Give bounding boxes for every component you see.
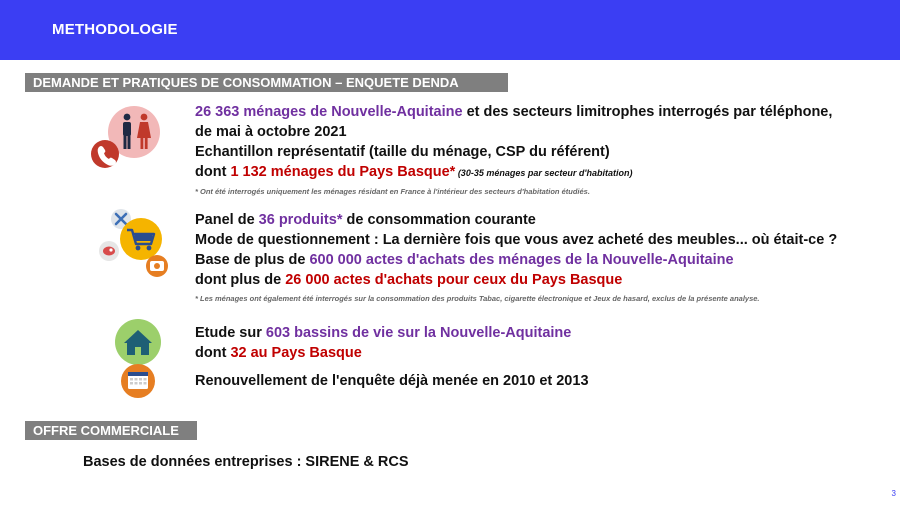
- block1-line3: Echantillon représentatif (taille du ménage, CSP du référent): [195, 144, 610, 160]
- people-phone-icon-group: [88, 105, 168, 175]
- block3-line3: Renouvellement de l'enquête déjà menée en 2010 et 2013: [195, 373, 589, 389]
- bassins-block: [195, 323, 589, 391]
- page-title: METHODOLOGIE: [52, 21, 178, 38]
- produits-count: 36 produits*: [258, 212, 343, 228]
- panel-block: [195, 210, 837, 305]
- offre-text: Bases de données entreprises : SIRENE & RCS: [83, 454, 409, 470]
- enquete-block: [195, 102, 832, 198]
- bassins-count: 603 bassins de vie sur la Nouvelle-Aquitaine: [265, 325, 572, 341]
- menages-count: 26 363 ménages de Nouvelle-Aquitaine: [195, 104, 463, 120]
- pays-basque-count: 1 132 ménages du Pays Basque*: [230, 164, 456, 180]
- block2-line1-suffix: de consommation courante: [342, 212, 536, 228]
- block2-footnote: * Les ménages ont également été interrogés sur la consommation des produits Tabac, cigarette électronique et Jeux de hasard, exclus de la présente analyse.: [195, 294, 760, 303]
- block3-line2-prefix: dont: [195, 345, 231, 361]
- block1-footnote: * Ont été interrogés uniquement les ménages résidant en France à l'intérieur des secteurs d'habitation étudiés.: [195, 187, 590, 196]
- block3-line1-prefix: Etude sur: [195, 325, 266, 341]
- actes-achats-pays-basque: 26 000 actes d'achats pour ceux du Pays Basque: [285, 272, 623, 288]
- block2-line3-prefix: Base de plus de: [195, 252, 310, 268]
- header-bar: [0, 0, 900, 60]
- section-header-offre: OFFRE COMMERCIALE: [25, 421, 197, 440]
- bassins-pays-basque: 32 au Pays Basque: [230, 345, 362, 361]
- block2-line4-prefix: dont plus de: [195, 272, 286, 288]
- block2-line1-prefix: Panel de: [195, 212, 259, 228]
- territory-icon-group: [110, 318, 168, 400]
- actes-achats-nouvelle-aquitaine: 600 000 actes d'achats des ménages de la Nouvelle-Aquitaine: [309, 252, 734, 268]
- consumption-icon-group: [95, 205, 180, 280]
- section-header-demande: DEMANDE ET PRATIQUES DE CONSOMMATION – ENQUETE DENDA: [25, 73, 508, 92]
- block1-line4-prefix: dont: [195, 164, 231, 180]
- block2-line2: Mode de questionnement : La dernière fois que vous avez acheté des meubles... où était-ce ?: [195, 232, 838, 248]
- block1-line2: de mai à octobre 2021: [195, 124, 347, 140]
- block1-line1-text: et des secteurs limitrophes interrogés par téléphone,: [462, 104, 833, 120]
- page-number: 3: [891, 489, 896, 498]
- block1-line4-detail: (30-35 ménages par secteur d'habitation): [455, 168, 633, 178]
